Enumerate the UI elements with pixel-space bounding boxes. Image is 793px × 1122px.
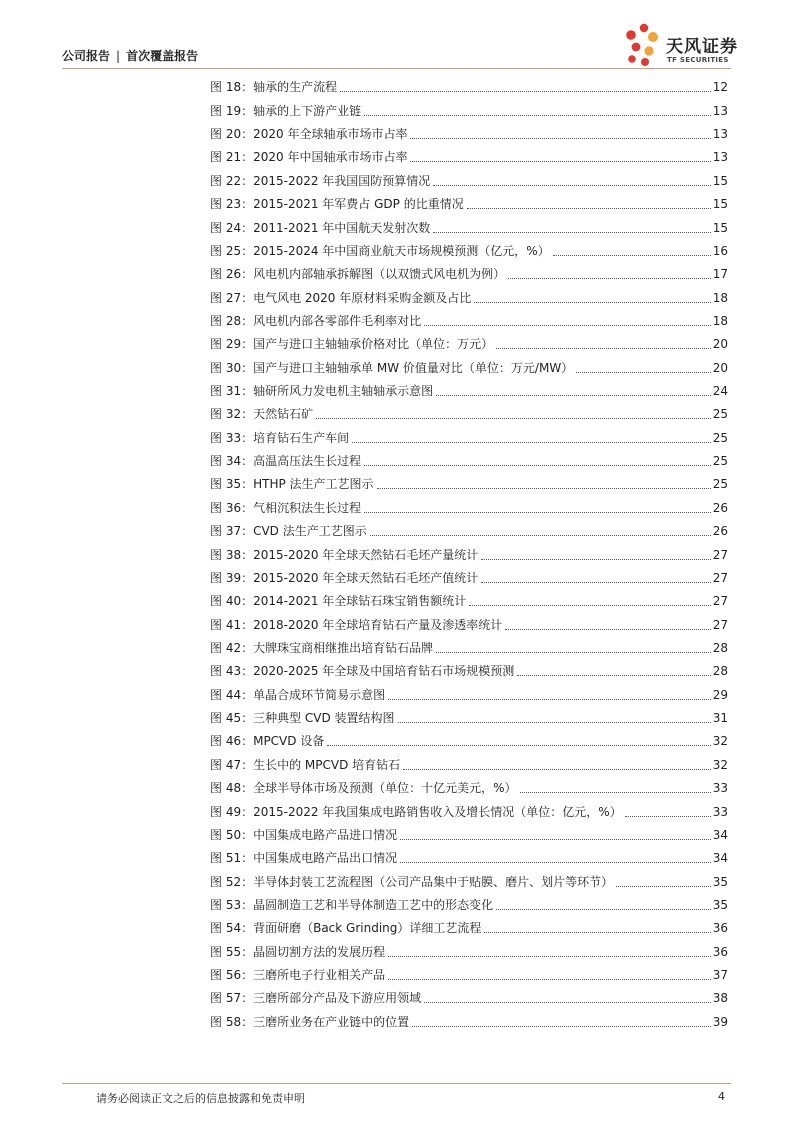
toc-entry-page: 12 — [712, 80, 728, 95]
toc-dot-leader — [433, 232, 710, 233]
toc-entry-label: 图 26：风电机内部轴承拆解图（以双馈式风电机为例） — [210, 267, 506, 282]
logo-chinese-name: 天风证券 — [666, 37, 738, 57]
toc-entry-label: 图 24：2011-2021 年中国航天发射次数 — [210, 220, 431, 235]
toc-dot-leader — [467, 208, 711, 209]
toc-entry-label: 图 40：2014-2021 年全球钻石珠宝销售额统计 — [210, 594, 467, 609]
toc-entry-page: 26 — [712, 524, 728, 539]
toc-entry-page: 38 — [712, 991, 728, 1006]
toc-entry[interactable] — [210, 97, 728, 120]
toc-dot-leader — [517, 675, 710, 676]
toc-entry-page: 35 — [712, 874, 728, 889]
toc-entry[interactable] — [210, 74, 728, 97]
toc-dot-leader — [496, 348, 711, 349]
toc-entry[interactable] — [210, 775, 728, 798]
toc-entry[interactable] — [210, 635, 728, 658]
toc-entry-label: 图 29：国产与进口主轴轴承价格对比（单位：万元） — [210, 337, 494, 352]
coverage-type: 首次覆盖报告 — [126, 49, 199, 63]
toc-entry-page: 26 — [712, 500, 728, 515]
toc-dot-leader — [436, 652, 711, 653]
toc-dot-leader — [398, 722, 711, 723]
toc-entry-page: 18 — [712, 313, 728, 328]
toc-dot-leader — [364, 115, 711, 116]
toc-entry[interactable] — [210, 845, 728, 868]
toc-entry-label: 图 38：2015-2020 年全球天然钻石毛坯产量统计 — [210, 547, 479, 562]
toc-dot-leader — [520, 792, 711, 793]
toc-entry[interactable] — [210, 892, 728, 915]
toc-entry-page: 13 — [712, 150, 728, 165]
toc-entry[interactable] — [210, 238, 728, 261]
toc-entry-page: 20 — [712, 360, 728, 375]
toc-dot-leader — [388, 699, 711, 700]
toc-dot-leader — [474, 302, 710, 303]
toc-dot-leader — [625, 816, 711, 817]
toc-entry-page: 13 — [712, 103, 728, 118]
toc-entry-page: 27 — [712, 570, 728, 585]
toc-entry-page: 29 — [712, 687, 728, 702]
toc-entry-page: 15 — [712, 220, 728, 235]
toc-dot-leader — [327, 745, 710, 746]
toc-dot-leader — [410, 138, 710, 139]
toc-entry[interactable] — [210, 705, 728, 728]
toc-entry-page: 18 — [712, 290, 728, 305]
toc-entry-page: 13 — [712, 127, 728, 142]
toc-dot-leader — [508, 278, 711, 279]
toc-entry[interactable] — [210, 938, 728, 961]
toc-dot-leader — [469, 605, 710, 606]
toc-dot-leader — [364, 465, 711, 466]
toc-entry-label: 图 41：2018-2020 年全球培育钻石产量及渗透率统计 — [210, 617, 503, 632]
toc-entry-label: 图 44：单晶合成环节简易示意图 — [210, 687, 386, 702]
toc-entry-label: 图 23：2015-2021 年军费占 GDP 的比重情况 — [210, 197, 464, 212]
toc-entry-page: 28 — [712, 664, 728, 679]
toc-entry-label: 图 47：生长中的 MPCVD 培育钻石 — [210, 757, 401, 772]
toc-entry-page: 16 — [712, 243, 728, 258]
toc-entry-label: 图 53：晶圆制造工艺和半导体制造工艺中的形态变化 — [210, 897, 494, 912]
toc-entry-page: 33 — [712, 781, 728, 796]
toc-entry-label: 图 43：2020-2025 年全球及中国培育钻石市场规模预测 — [210, 664, 515, 679]
toc-entry[interactable] — [210, 401, 728, 424]
toc-entry-label: 图 18：轴承的生产流程 — [210, 80, 338, 95]
toc-entry[interactable] — [210, 728, 728, 751]
toc-entry-label: 图 32：天然钻石矿 — [210, 407, 314, 422]
toc-entry-label: 图 33：培育钻石生产车间 — [210, 430, 350, 445]
toc-entry[interactable] — [210, 167, 728, 190]
toc-dot-leader — [433, 185, 710, 186]
toc-entry-label: 图 27：电气风电 2020 年原材料采购金额及占比 — [210, 290, 472, 305]
toc-entry-page: 32 — [712, 757, 728, 772]
toc-dot-leader — [484, 932, 710, 933]
toc-entry-label: 图 45：三种典型 CVD 装置结构图 — [210, 711, 395, 726]
toc-entry-page: 25 — [712, 454, 728, 469]
toc-dot-leader — [481, 582, 710, 583]
toc-entry-page: 27 — [712, 547, 728, 562]
toc-dot-leader — [388, 956, 711, 957]
toc-dot-leader — [424, 325, 711, 326]
toc-entry-page: 15 — [712, 173, 728, 188]
toc-entry-label: 图 25：2015-2024 年中国商业航天市场规模预测（亿元，%） — [210, 243, 550, 258]
toc-dot-leader — [505, 629, 710, 630]
toc-dot-leader — [496, 909, 711, 910]
toc-entry-page: 34 — [712, 851, 728, 866]
toc-entry[interactable] — [210, 331, 728, 354]
toc-entry[interactable] — [210, 611, 728, 634]
footer-divider — [62, 1083, 731, 1084]
toc-entry[interactable] — [210, 798, 728, 821]
toc-entry[interactable] — [210, 121, 728, 144]
toc-entry-label: 图 31：轴研所风力发电机主轴轴承示意图 — [210, 384, 434, 399]
toc-dot-leader — [403, 769, 711, 770]
toc-entry[interactable] — [210, 261, 728, 284]
toc-dot-leader — [553, 255, 711, 256]
toc-dot-leader — [400, 862, 711, 863]
toc-entry-label: 图 46：MPCVD 设备 — [210, 734, 325, 749]
toc-entry-page: 27 — [712, 594, 728, 609]
toc-entry[interactable] — [210, 448, 728, 471]
toc-entry-label: 图 48：全球半导体市场及预测（单位：十亿元美元，%） — [210, 781, 517, 796]
toc-entry[interactable] — [210, 191, 728, 214]
toc-entry-label: 图 42：大牌珠宝商相继推出培育钻石品牌 — [210, 640, 434, 655]
toc-entry-label: 图 22：2015-2022 年我国国防预算情况 — [210, 173, 431, 188]
toc-dot-leader — [410, 161, 710, 162]
toc-entry[interactable] — [210, 565, 728, 588]
toc-entry-page: 17 — [712, 267, 728, 282]
toc-entry[interactable] — [210, 681, 728, 704]
toc-entry-page: 24 — [712, 384, 728, 399]
toc-entry-page: 33 — [712, 804, 728, 819]
page-number: 4 — [718, 1090, 725, 1103]
toc-dot-leader — [616, 886, 711, 887]
toc-entry[interactable] — [210, 1008, 728, 1031]
toc-entry[interactable] — [210, 658, 728, 681]
toc-entry[interactable] — [210, 378, 728, 401]
toc-dot-leader — [340, 91, 711, 92]
tf-securities-logo-icon — [622, 22, 662, 68]
toc-entry[interactable] — [210, 588, 728, 611]
toc-entry-label: 图 52：半导体封装工艺流程图（公司产品集中于贴膜、磨片、划片等环节） — [210, 874, 614, 889]
toc-dot-leader — [436, 395, 711, 396]
toc-entry-page: 27 — [712, 617, 728, 632]
toc-entry-page: 36 — [712, 921, 728, 936]
toc-entry[interactable] — [210, 494, 728, 517]
toc-entry-page: 25 — [712, 407, 728, 422]
report-header-label — [62, 47, 198, 64]
toc-entry[interactable] — [210, 751, 728, 774]
toc-dot-leader — [364, 512, 711, 513]
toc-dot-leader — [316, 418, 711, 419]
toc-entry-page: 25 — [712, 430, 728, 445]
toc-entry-page: 37 — [712, 968, 728, 983]
toc-entry-label: 图 49：2015-2022 年我国集成电路销售收入及增长情况（单位：亿元，%） — [210, 804, 622, 819]
header-separator: | — [116, 49, 121, 63]
toc-entry-label: 图 30：国产与进口主轴轴承单 MW 价值量对比（单位：万元/MW） — [210, 360, 574, 375]
toc-entry-label: 图 20：2020 年全球轴承市场市占率 — [210, 127, 408, 142]
toc-entry[interactable] — [210, 962, 728, 985]
toc-entry[interactable] — [210, 518, 728, 541]
toc-entry[interactable] — [210, 985, 728, 1008]
toc-entry-page: 20 — [712, 337, 728, 352]
toc-entry[interactable] — [210, 541, 728, 564]
toc-entry-page: 32 — [712, 734, 728, 749]
toc-dot-leader — [388, 979, 711, 980]
toc-entry-label: 图 54：背面研磨（Back Grinding）详细工艺流程 — [210, 921, 482, 936]
toc-entry-page: 34 — [712, 827, 728, 842]
toc-entry[interactable] — [210, 284, 728, 307]
toc-dot-leader — [481, 559, 710, 560]
toc-dot-leader — [400, 839, 711, 840]
toc-entry[interactable] — [210, 424, 728, 447]
toc-entry[interactable] — [210, 915, 728, 938]
toc-entry-label: 图 36：气相沉积法生长过程 — [210, 500, 362, 515]
toc-entry-label: 图 21：2020 年中国轴承市场市占率 — [210, 150, 408, 165]
toc-dot-leader — [424, 1002, 711, 1003]
toc-entry-label: 图 57：三磨所部分产品及下游应用领域 — [210, 991, 422, 1006]
toc-entry-page: 31 — [712, 711, 728, 726]
toc-entry-page: 36 — [712, 944, 728, 959]
toc-entry-page: 39 — [712, 1014, 728, 1029]
toc-dot-leader — [412, 1026, 711, 1027]
toc-dot-leader — [377, 488, 711, 489]
toc-entry-label: 图 58：三磨所业务在产业链中的位置 — [210, 1014, 410, 1029]
company-logo — [622, 22, 742, 68]
toc-entry-label: 图 39：2015-2020 年全球天然钻石毛坯产值统计 — [210, 570, 479, 585]
logo-english-name: TF SECURITIES — [667, 56, 729, 64]
toc-entry[interactable] — [210, 308, 728, 331]
toc-entry-label: 图 28：风电机内部各零部件毛利率对比 — [210, 313, 422, 328]
toc-entry[interactable] — [210, 822, 728, 845]
toc-dot-leader — [352, 442, 711, 443]
toc-entry[interactable] — [210, 471, 728, 494]
toc-entry[interactable] — [210, 868, 728, 891]
figure-list — [210, 74, 728, 1032]
toc-entry-page: 15 — [712, 197, 728, 212]
footer-disclaimer: 请务必阅读正文之后的信息披露和免责申明 — [96, 1092, 305, 1105]
toc-entry-label: 图 19：轴承的上下游产业链 — [210, 103, 362, 118]
report-type: 公司报告 — [62, 49, 111, 63]
toc-entry[interactable] — [210, 354, 728, 377]
toc-entry-label: 图 37：CVD 法生产工艺图示 — [210, 524, 367, 539]
toc-entry-label: 图 56：三磨所电子行业相关产品 — [210, 968, 386, 983]
toc-dot-leader — [576, 372, 711, 373]
toc-entry-page: 25 — [712, 477, 728, 492]
toc-entry[interactable] — [210, 144, 728, 167]
toc-entry-label: 图 51：中国集成电路产品出口情况 — [210, 851, 398, 866]
toc-dot-leader — [370, 535, 711, 536]
toc-entry-label: 图 50：中国集成电路产品进口情况 — [210, 827, 398, 842]
toc-entry-label: 图 35：HTHP 法生产工艺图示 — [210, 477, 374, 492]
toc-entry-label: 图 55：晶圆切割方法的发展历程 — [210, 944, 386, 959]
toc-entry-label: 图 34：高温高压法生长过程 — [210, 454, 362, 469]
header-divider — [62, 68, 731, 69]
toc-entry-page: 28 — [712, 640, 728, 655]
toc-entry[interactable] — [210, 214, 728, 237]
toc-entry-page: 35 — [712, 897, 728, 912]
